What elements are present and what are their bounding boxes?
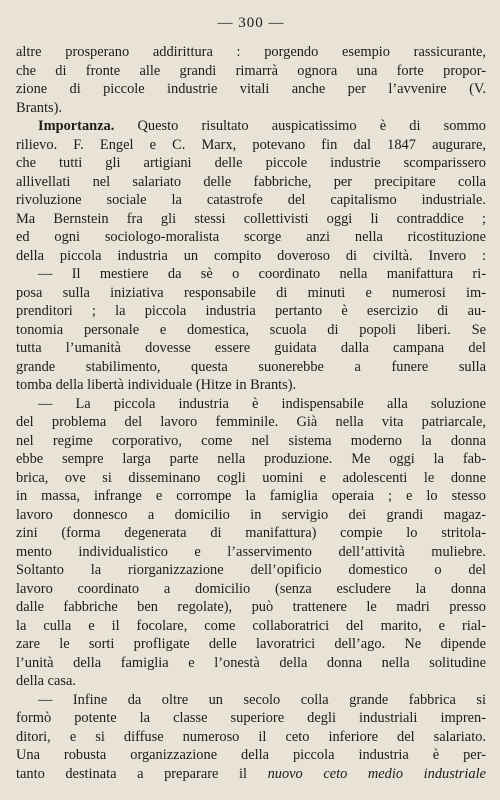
text-line <box>16 117 486 136</box>
text-line <box>16 765 486 784</box>
line-text: zini (forma degenerata di manifattura) compie lo stritola- <box>16 525 486 541</box>
text-line <box>16 432 486 451</box>
line-text: — Infine da oltre un secolo colla grande fabbrica si <box>38 691 486 708</box>
line-text: la culla e il focolare, come collaboratrici del marito, e rial- <box>16 617 486 634</box>
line-text: tutta l’umanità dovesse essere guidata dalla campana del <box>16 340 486 356</box>
text-line <box>16 524 486 543</box>
line-text: Soltanto la riorganizzazione dell’opificio domestico o del <box>16 562 486 578</box>
line-text: tomba della libertà individuale (Hitze in Brants). <box>16 377 297 393</box>
line-text: — La piccola industria è indispensabile alla soluzione <box>38 395 486 412</box>
line-text: grande stabilimento, questa suonerebbe a funere sulla <box>16 358 486 375</box>
line-text: ed ogni sociologo-moralista scorge anzi nella ricostituzione <box>16 229 486 245</box>
emphasized-text: nuovo ceto medio industriale <box>267 765 486 782</box>
line-text: l’unità della famiglia e l’onestà della donna nella solitudine <box>16 654 486 671</box>
text-line <box>16 561 486 580</box>
line-text: brica, ove si disseminano cogli uomini e adolescenti le donne <box>16 469 486 486</box>
line-text: Una robusta organizzazione della piccola industria è per- <box>16 747 486 763</box>
line-text: rivoluzione sociale la catastrofe del capitalismo industriale. <box>16 192 486 208</box>
line-text: zare le sorti profligate delle lavoratrici dell’ago. Ne dipende <box>16 636 486 652</box>
line-text: formò potente la classe superiore degli industriali impren- <box>16 710 486 726</box>
line-text: che tutti gli artigiani delle piccole industrie scomparissero <box>16 155 486 171</box>
line-text: mento individualistico e l’asservimento dell’attività muliebre. <box>16 543 486 560</box>
text-line <box>16 136 486 155</box>
text-line <box>16 265 486 284</box>
text-line <box>16 654 486 673</box>
text-line <box>16 99 486 118</box>
text-line <box>16 154 486 173</box>
text-line <box>16 746 486 765</box>
line-text: ditori, e si diffuse numeroso il ceto inferiore del salariato. <box>16 728 486 745</box>
line-text: della piccola industria un compito doveroso di civiltà. Invero : <box>16 247 486 264</box>
text-line <box>16 709 486 728</box>
text-line <box>16 506 486 525</box>
text-line <box>16 672 486 691</box>
text-line <box>16 469 486 488</box>
line-text: — Il mestiere da sè o coordinato nella manifattura ri- <box>38 266 486 282</box>
line-text: posa sulla iniziativa responsabile di minuti e numerosi im- <box>16 284 486 301</box>
line-text: del problema del lavoro femminile. Già nella vita patriarcale, <box>16 414 486 430</box>
text-line <box>16 191 486 210</box>
text-line <box>16 43 486 62</box>
page-number: — 300 — <box>217 15 285 31</box>
line-text: lavoro donnesco a domicilio in servigio dei grandi magaz- <box>16 506 486 523</box>
line-text: in massa, infrange e corrompe la famiglia operaia ; e lo stesso <box>16 488 486 504</box>
text-line <box>16 228 486 247</box>
text-line <box>16 358 486 377</box>
line-text: tanto destinata a preparare il <box>16 765 268 782</box>
section-heading: Importanza. <box>38 118 115 134</box>
text-line <box>16 173 486 192</box>
line-text: allivellati nel salariato delle fabbriche, per precipitare colla <box>16 173 486 190</box>
line-text: lavoro coordinato a domicilio (senza escludere la donna <box>16 580 486 597</box>
line-text: dalle fabbriche ben regolate), può trattenere le madri presso <box>16 599 486 615</box>
text-line <box>16 450 486 469</box>
line-text: Questo risultato auspicatissimo è di sommo <box>114 118 486 134</box>
text-line <box>16 302 486 321</box>
line-text: della casa. <box>16 673 76 689</box>
text-line <box>16 210 486 229</box>
text-line <box>16 635 486 654</box>
line-text: altre prosperano addirittura : porgendo esempio rassicurante, <box>16 44 486 60</box>
line-text: che di fronte alle grandi rimarrà ognora una forte propor- <box>16 62 486 79</box>
text-line <box>16 395 486 414</box>
line-text: rilievo. F. Engel e C. Marx, potevano fin dal 1847 augurare, <box>16 136 486 153</box>
text-line <box>16 580 486 599</box>
line-text: Brants). <box>16 99 62 116</box>
text-line <box>16 247 486 266</box>
line-text: ebbe sempre larga parte nella produzione. Me oggi la fab- <box>16 451 486 467</box>
line-text: nel regime corporativo, come nel sistema moderno la donna <box>16 432 486 449</box>
text-line <box>16 339 486 358</box>
text-line <box>16 543 486 562</box>
body-text <box>16 43 486 783</box>
text-line <box>16 617 486 636</box>
text-line <box>16 691 486 710</box>
text-line <box>16 62 486 81</box>
text-line <box>16 376 486 395</box>
line-text: prenditori ; la piccola industria pertanto è esercizio di au- <box>16 303 486 319</box>
text-line <box>16 728 486 747</box>
line-text: Ma Bernstein fra gli stessi collettivisti oggi li contraddice ; <box>16 210 486 227</box>
line-text: zione di piccole industrie vitali anche per l’avvenire (V. <box>16 81 486 97</box>
line-text: tonomia personale e domestica, scuola di popoli liberi. Se <box>16 321 486 338</box>
text-line <box>16 284 486 303</box>
text-line <box>16 487 486 506</box>
text-line <box>16 598 486 617</box>
text-line <box>16 413 486 432</box>
text-line <box>16 80 486 99</box>
text-line <box>16 321 486 340</box>
